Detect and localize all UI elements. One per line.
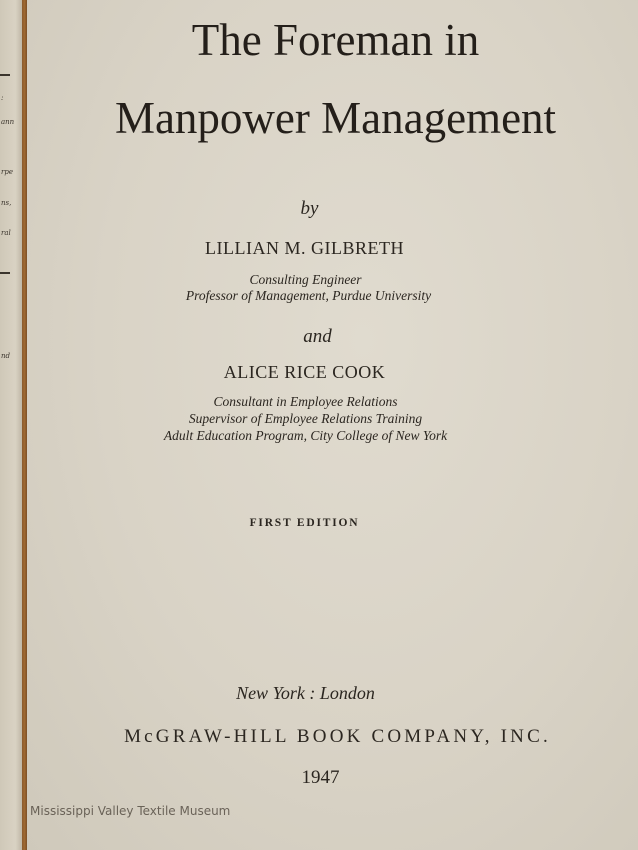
publication-place: New York : London [236,683,375,703]
facing-page-fragment: nd [1,352,10,360]
author-name-2: ALICE RICE COOK [223,362,386,382]
museum-watermark: Mississippi Valley Textile Museum [30,804,231,818]
author-2-affiliation-line-2: Supervisor of Employee Relations Training [188,411,423,426]
book-title-line-1: The Foreman in [191,15,480,65]
by-label: by [300,198,319,219]
author-1-affiliation-line-1: Consulting Engineer [249,272,362,287]
author-name-1: LILLIAN M. GILBRETH [205,238,404,258]
publisher-name: McGRAW-HILL BOOK COMPANY, INC. [124,726,551,747]
facing-page-fragment: ral [1,229,11,237]
author-2-affiliation-line-1: Consultant in Employee Relations [213,394,398,409]
facing-page-fragment: rpe [1,168,13,176]
facing-page-fragment: : [1,94,4,102]
author-2-affiliation-line-3: Adult Education Program, City College of New York [163,428,448,443]
and-label: and [303,326,332,347]
facing-page-fragment: ns, [1,199,12,207]
publication-year: 1947 [301,767,340,788]
edition-label: FIRST EDITION [249,517,360,529]
facing-page-rule [0,74,10,76]
author-1-affiliation-line-2: Professor of Management, Purdue University [185,288,432,303]
facing-page-fragment: ann [1,118,15,126]
title-page [27,0,638,850]
book-title-line-2: Manpower Management [114,93,557,143]
